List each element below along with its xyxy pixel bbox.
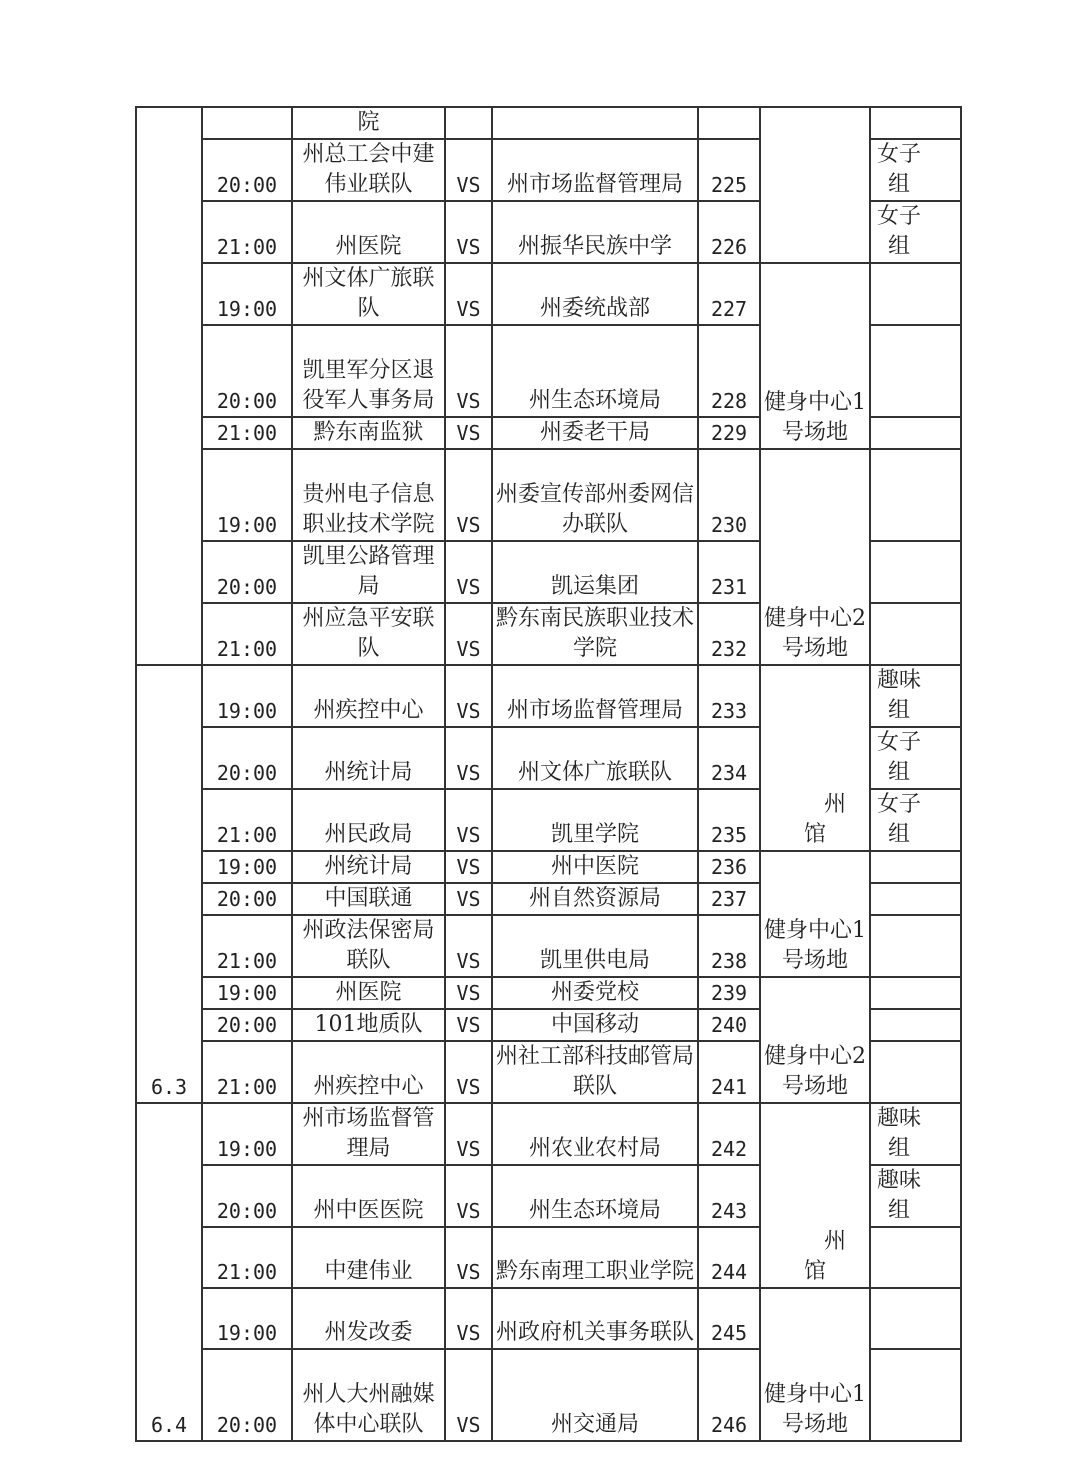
vs-cell: VS [445, 541, 492, 603]
match-number-cell: 239 [698, 977, 760, 1009]
team2-cell: 州生态环境局 [492, 325, 698, 417]
team1-cell: 州统计局 [292, 727, 445, 789]
time-cell: 21:00 [202, 1041, 292, 1103]
team2-cell: 州社工部科技邮管局联队 [492, 1041, 698, 1103]
team1-cell: 州总工会中建伟业联队 [292, 139, 445, 201]
team1-cell: 院 [292, 107, 445, 139]
note-cell [870, 325, 961, 417]
match-number-cell: 245 [698, 1288, 760, 1349]
team2-cell: 州委宣传部州委网信办联队 [492, 449, 698, 541]
time-cell: 21:00 [202, 915, 292, 977]
match-number-cell: 246 [698, 1349, 760, 1441]
match-number-cell: 233 [698, 665, 760, 727]
match-number-cell: 238 [698, 915, 760, 977]
vs-cell: VS [445, 977, 492, 1009]
vs-cell: VS [445, 449, 492, 541]
table-row [136, 665, 961, 727]
note-cell: 女子组 [870, 201, 961, 263]
time-cell: 20:00 [202, 727, 292, 789]
date-cell [136, 107, 202, 665]
team1-cell: 州疾控中心 [292, 665, 445, 727]
note-cell: 女子组 [870, 139, 961, 201]
table-row [136, 977, 961, 1009]
table-row [136, 449, 961, 541]
time-cell [202, 107, 292, 139]
time-cell: 19:00 [202, 977, 292, 1009]
vs-cell: VS [445, 417, 492, 449]
team2-cell: 州自然资源局 [492, 883, 698, 915]
match-number-cell: 226 [698, 201, 760, 263]
time-cell: 19:00 [202, 449, 292, 541]
note-cell [870, 1349, 961, 1441]
team1-cell: 州统计局 [292, 851, 445, 883]
time-cell: 19:00 [202, 1288, 292, 1349]
venue-cell: 健身中心1号场地 [760, 263, 870, 449]
venue-cell: 州 馆 [760, 665, 870, 851]
date-cell: 6.4 [136, 1103, 202, 1441]
match-number-cell: 225 [698, 139, 760, 201]
match-number-cell: 242 [698, 1103, 760, 1165]
vs-cell [445, 107, 492, 139]
venue-cell: 健身中心1号场地 [760, 851, 870, 977]
match-number-cell: 232 [698, 603, 760, 665]
team2-cell: 州振华民族中学 [492, 201, 698, 263]
table-row [136, 263, 961, 325]
team1-cell: 州医院 [292, 977, 445, 1009]
match-number-cell: 241 [698, 1041, 760, 1103]
team2-cell: 州市场监督管理局 [492, 665, 698, 727]
vs-cell: VS [445, 201, 492, 263]
table-row [136, 1288, 961, 1349]
time-cell: 21:00 [202, 1227, 292, 1288]
team2-cell: 州政府机关事务联队 [492, 1288, 698, 1349]
time-cell: 20:00 [202, 541, 292, 603]
vs-cell: VS [445, 1165, 492, 1227]
vs-cell: VS [445, 1103, 492, 1165]
venue-cell: 健身中心1号场地 [760, 1288, 870, 1441]
time-cell: 21:00 [202, 603, 292, 665]
team2-cell: 州文体广旅联队 [492, 727, 698, 789]
venue-cell: 健身中心2号场地 [760, 449, 870, 665]
match-number-cell: 244 [698, 1227, 760, 1288]
team1-cell: 州市场监督管理局 [292, 1103, 445, 1165]
team2-cell: 黔东南理工职业学院 [492, 1227, 698, 1288]
note-cell: 趣味组 [870, 1165, 961, 1227]
time-cell: 20:00 [202, 1165, 292, 1227]
vs-cell: VS [445, 1349, 492, 1441]
note-cell [870, 1009, 961, 1041]
match-number-cell: 237 [698, 883, 760, 915]
note-cell [870, 603, 961, 665]
venue-cell [760, 107, 870, 263]
time-cell: 19:00 [202, 1103, 292, 1165]
time-cell: 21:00 [202, 417, 292, 449]
match-number-cell: 228 [698, 325, 760, 417]
note-cell [870, 883, 961, 915]
match-number-cell: 234 [698, 727, 760, 789]
team1-cell: 黔东南监狱 [292, 417, 445, 449]
team1-cell: 州政法保密局联队 [292, 915, 445, 977]
time-cell: 20:00 [202, 1009, 292, 1041]
note-cell: 女子组 [870, 727, 961, 789]
team1-cell: 州应急平安联队 [292, 603, 445, 665]
vs-cell: VS [445, 1288, 492, 1349]
match-number-cell: 235 [698, 789, 760, 851]
table-row [136, 1103, 961, 1165]
vs-cell: VS [445, 263, 492, 325]
match-number-cell: 231 [698, 541, 760, 603]
team1-cell: 凯里军分区退役军人事务局 [292, 325, 445, 417]
match-number-cell: 229 [698, 417, 760, 449]
team2-cell: 州中医院 [492, 851, 698, 883]
table-row [136, 107, 961, 139]
note-cell: 趣味组 [870, 1103, 961, 1165]
team1-cell: 中国联通 [292, 883, 445, 915]
time-cell: 20:00 [202, 883, 292, 915]
note-cell [870, 1227, 961, 1288]
vs-cell: VS [445, 325, 492, 417]
note-cell [870, 449, 961, 541]
team1-cell: 州医院 [292, 201, 445, 263]
team1-cell: 贵州电子信息职业技术学院 [292, 449, 445, 541]
time-cell: 19:00 [202, 851, 292, 883]
team2-cell: 凯运集团 [492, 541, 698, 603]
vs-cell: VS [445, 1227, 492, 1288]
vs-cell: VS [445, 727, 492, 789]
team1-cell: 州中医医院 [292, 1165, 445, 1227]
match-number-cell [698, 107, 760, 139]
note-cell [870, 417, 961, 449]
note-cell [870, 107, 961, 139]
team2-cell: 中国移动 [492, 1009, 698, 1041]
vs-cell: VS [445, 139, 492, 201]
team1-cell: 中建伟业 [292, 1227, 445, 1288]
team2-cell [492, 107, 698, 139]
team2-cell: 州生态环境局 [492, 1165, 698, 1227]
note-cell: 女子组 [870, 789, 961, 851]
team1-cell: 州人大州融媒体中心联队 [292, 1349, 445, 1441]
team1-cell: 凯里公路管理局 [292, 541, 445, 603]
note-cell [870, 263, 961, 325]
note-cell [870, 915, 961, 977]
team2-cell: 州委老干局 [492, 417, 698, 449]
vs-cell: VS [445, 789, 492, 851]
vs-cell: VS [445, 883, 492, 915]
team2-cell: 黔东南民族职业技术学院 [492, 603, 698, 665]
time-cell: 19:00 [202, 665, 292, 727]
match-number-cell: 230 [698, 449, 760, 541]
match-number-cell: 243 [698, 1165, 760, 1227]
match-number-cell: 240 [698, 1009, 760, 1041]
team2-cell: 州交通局 [492, 1349, 698, 1441]
time-cell: 21:00 [202, 201, 292, 263]
vs-cell: VS [445, 1009, 492, 1041]
vs-cell: VS [445, 1041, 492, 1103]
match-number-cell: 236 [698, 851, 760, 883]
table-row [136, 851, 961, 883]
note-cell [870, 851, 961, 883]
time-cell: 20:00 [202, 139, 292, 201]
team2-cell: 州委统战部 [492, 263, 698, 325]
team2-cell: 州委党校 [492, 977, 698, 1009]
vs-cell: VS [445, 603, 492, 665]
team1-cell: 州文体广旅联队 [292, 263, 445, 325]
note-cell: 趣味组 [870, 665, 961, 727]
note-cell [870, 541, 961, 603]
team2-cell: 凯里供电局 [492, 915, 698, 977]
venue-cell: 健身中心2号场地 [760, 977, 870, 1103]
vs-cell: VS [445, 915, 492, 977]
note-cell [870, 1288, 961, 1349]
team1-cell: 101地质队 [292, 1009, 445, 1041]
time-cell: 19:00 [202, 263, 292, 325]
time-cell: 20:00 [202, 1349, 292, 1441]
note-cell [870, 1041, 961, 1103]
note-cell [870, 977, 961, 1009]
team1-cell: 州发改委 [292, 1288, 445, 1349]
time-cell: 20:00 [202, 325, 292, 417]
team2-cell: 凯里学院 [492, 789, 698, 851]
vs-cell: VS [445, 851, 492, 883]
match-number-cell: 227 [698, 263, 760, 325]
date-cell: 6.3 [136, 665, 202, 1103]
team1-cell: 州疾控中心 [292, 1041, 445, 1103]
schedule-table [135, 106, 962, 1442]
team1-cell: 州民政局 [292, 789, 445, 851]
team2-cell: 州市场监督管理局 [492, 139, 698, 201]
vs-cell: VS [445, 665, 492, 727]
time-cell: 21:00 [202, 789, 292, 851]
venue-cell: 州 馆 [760, 1103, 870, 1288]
team2-cell: 州农业农村局 [492, 1103, 698, 1165]
